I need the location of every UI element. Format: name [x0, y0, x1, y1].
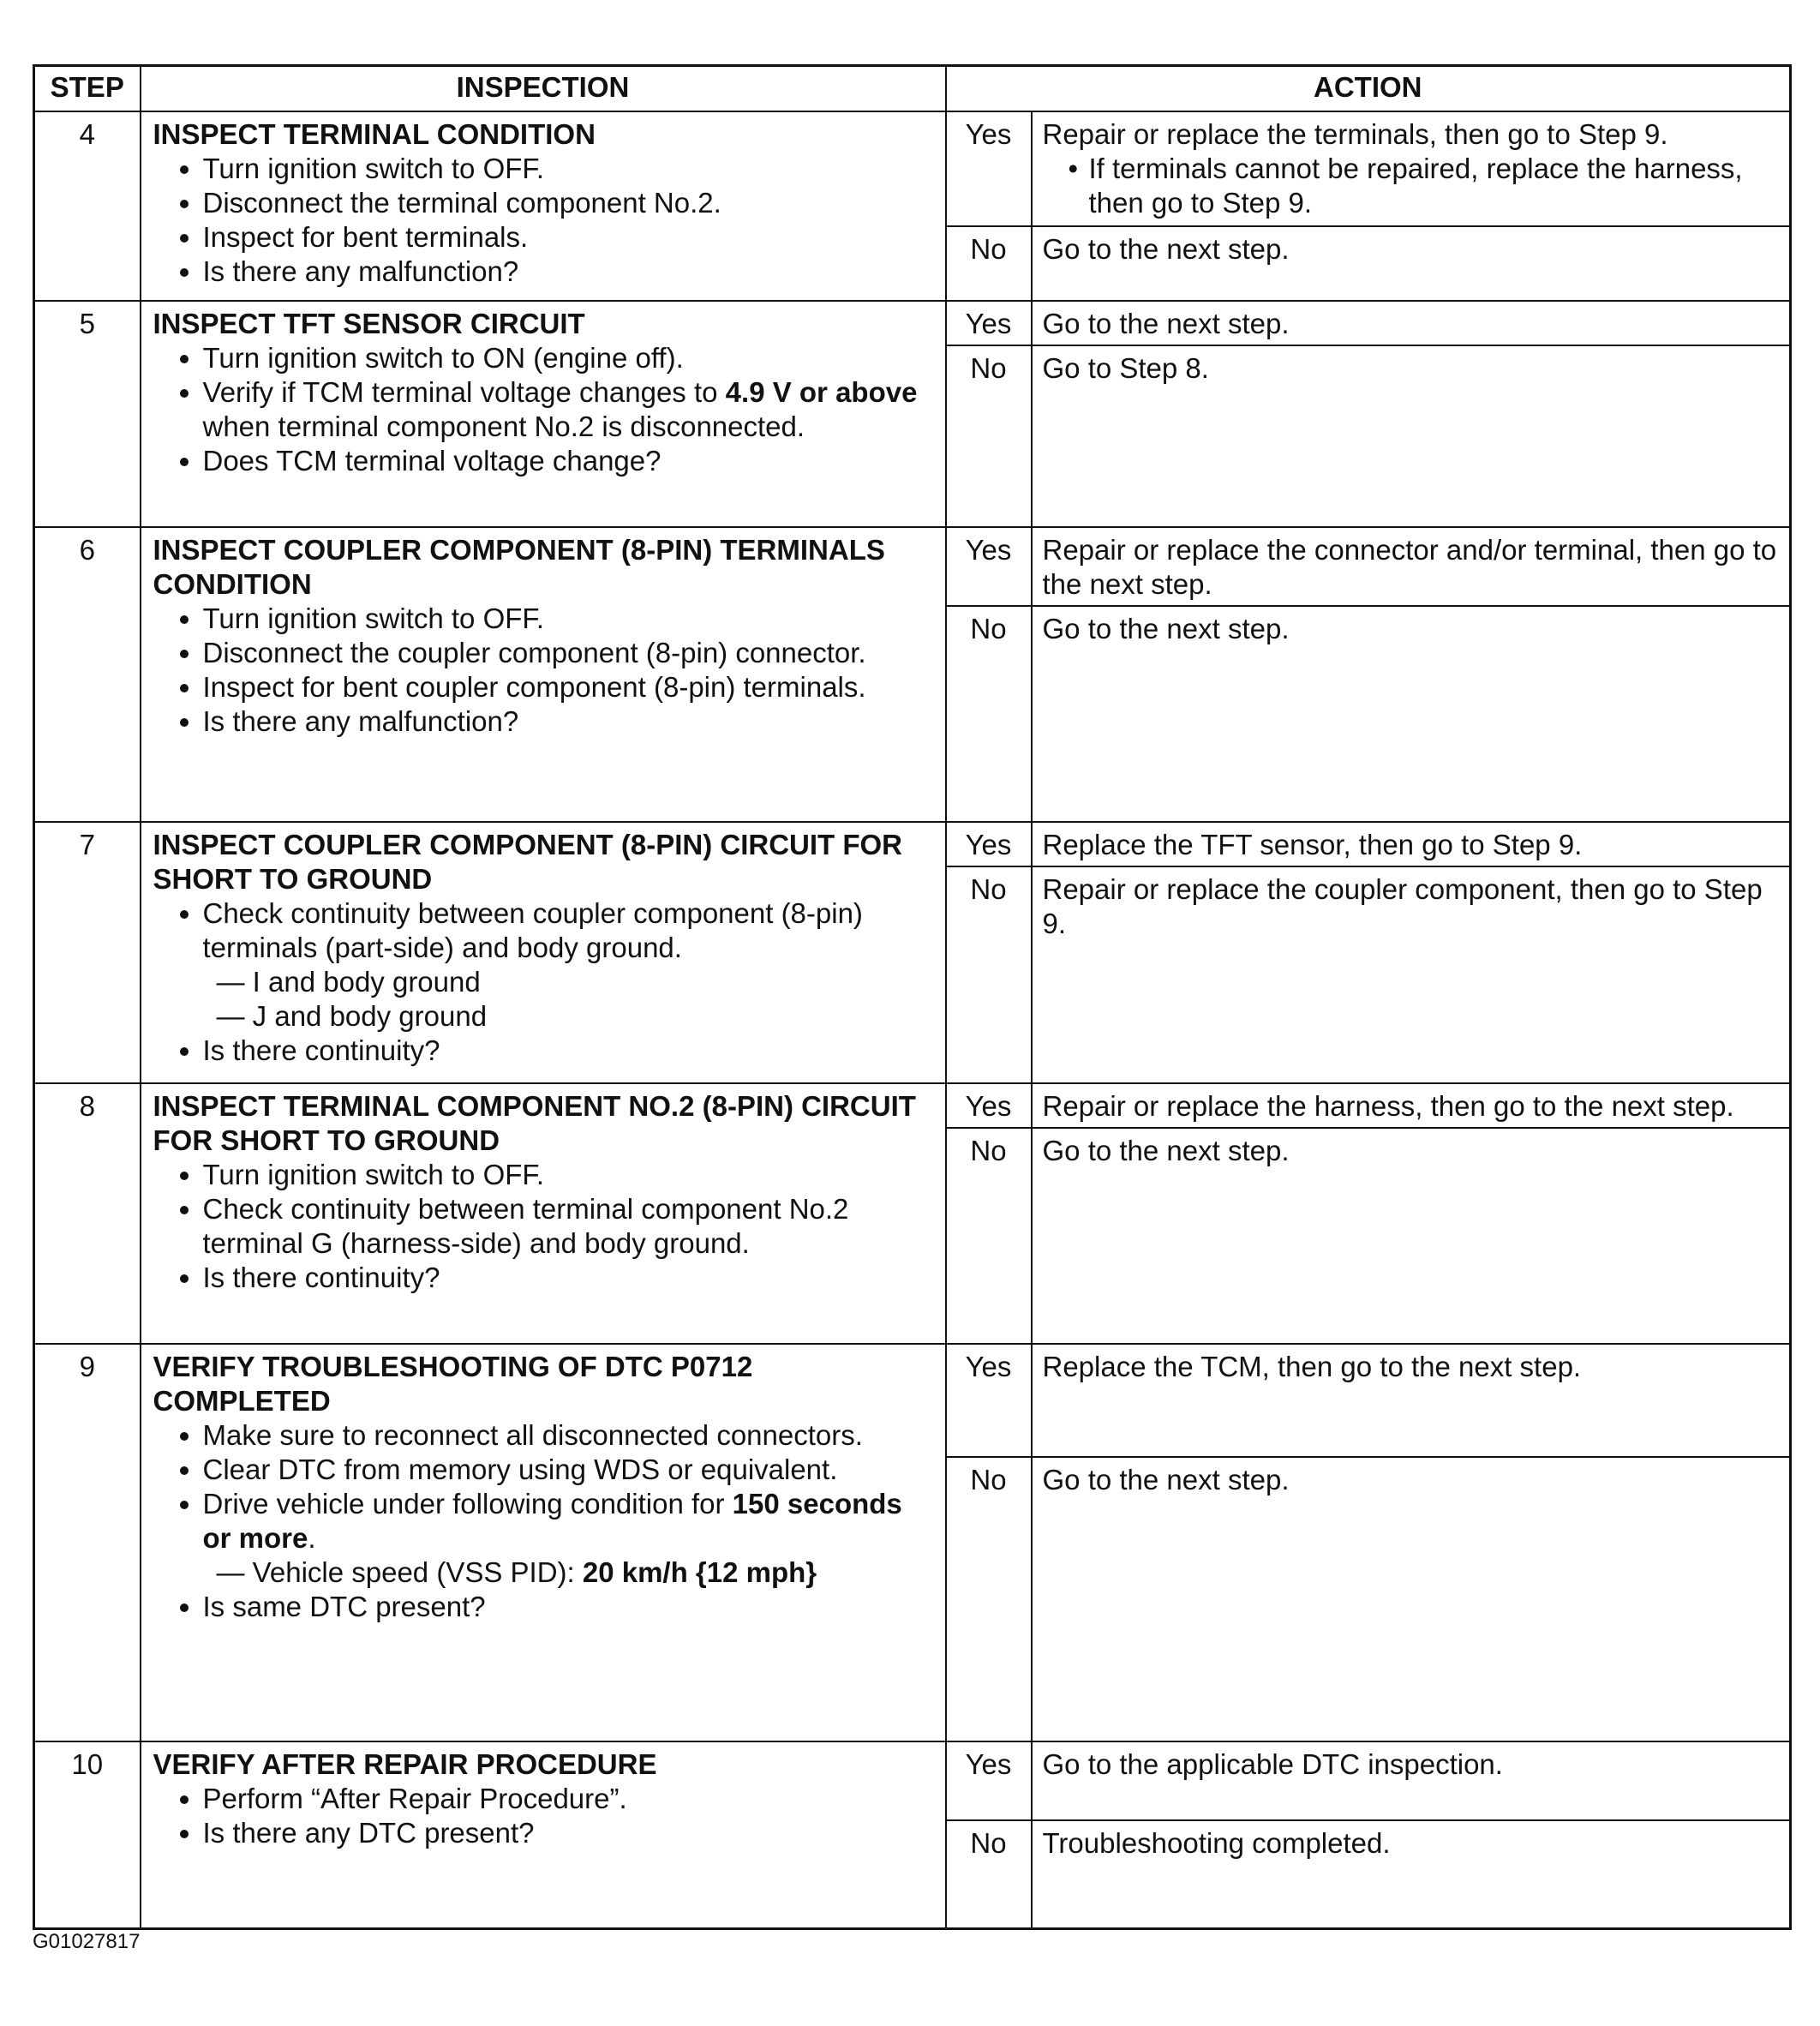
sub-item: — I and body ground — [216, 966, 481, 998]
step-number: 8 — [34, 1083, 141, 1344]
yes-label: Yes — [947, 823, 1033, 866]
inspection-cell — [141, 301, 946, 527]
yes-answer — [947, 1742, 1790, 1821]
yes-label: Yes — [947, 112, 1033, 225]
list-item: • Make sure to reconnect all disconnected connectors. — [203, 1418, 937, 1453]
no-label: No — [947, 346, 1033, 526]
yes-label: Yes — [947, 302, 1033, 345]
sub-item: — Vehicle speed (VSS PID): 20 km/h {12 mph} — [216, 1556, 817, 1588]
no-label: No — [947, 1458, 1033, 1741]
list-item: • Disconnect the terminal component No.2. — [203, 186, 937, 220]
inspection-title: INSPECT COUPLER COMPONENT (8-PIN) CIRCUIT FOR SHORT TO GROUND — [153, 829, 903, 895]
no-action: Go to the next step. — [1042, 613, 1290, 644]
figure-id: G01027817 — [33, 1930, 141, 1953]
step-number: 6 — [34, 527, 141, 822]
list-item: • Is there any DTC present? — [203, 1816, 937, 1850]
list-item: • Turn ignition switch to OFF. — [203, 1158, 937, 1192]
list-item: • Turn ignition switch to OFF. — [203, 152, 937, 186]
list-item: • Clear DTC from memory using WDS or equivalent. — [203, 1453, 937, 1487]
step-number: 9 — [34, 1344, 141, 1741]
inspection-list — [153, 152, 937, 289]
inspection-list — [153, 341, 937, 478]
inspection-list — [153, 602, 937, 739]
yes-action-note: If terminals cannot be repaired, replace the harness, then go to Step 9. — [1088, 153, 1743, 219]
no-answer — [947, 607, 1790, 821]
action-cell — [946, 1344, 1791, 1741]
no-answer — [947, 1458, 1790, 1741]
list-item: • Inspect for bent terminals. — [203, 220, 937, 255]
sub-item: — J and body ground — [216, 1000, 488, 1032]
inspection-title: INSPECT TERMINAL CONDITION — [153, 118, 596, 150]
no-action: Go to the next step. — [1042, 1135, 1290, 1166]
list-item: • Is same DTC present? — [203, 1590, 937, 1624]
action-column-header: ACTION — [946, 66, 1791, 112]
yes-label: Yes — [947, 528, 1033, 605]
no-label: No — [947, 867, 1033, 1082]
inspection-list — [153, 896, 937, 1068]
inspection-list — [153, 1418, 937, 1624]
inspection-title: INSPECT TFT SENSOR CIRCUIT — [153, 308, 585, 339]
bullet-icon: • — [1068, 153, 1079, 184]
table-header-row — [34, 66, 1791, 112]
table-row — [34, 1741, 1791, 1929]
yes-action: Repair or replace the connector and/or terminal, then go to the next step. — [1042, 534, 1777, 600]
no-action: Go to the next step. — [1042, 1464, 1290, 1496]
list-item: • Check continuity between terminal component No.2 terminal G (harness-side) and body ground. — [203, 1192, 937, 1261]
no-action: Go to Step 8. — [1042, 352, 1209, 384]
inspection-cell — [141, 1741, 946, 1929]
table-row — [34, 301, 1791, 527]
no-label: No — [947, 1821, 1033, 1927]
yes-action: Go to the next step. — [1042, 308, 1290, 339]
diagnostic-table — [33, 64, 1792, 1930]
action-cell — [946, 301, 1791, 527]
list-item: • Turn ignition switch to ON (engine off). — [203, 341, 937, 375]
inspection-cell — [141, 1083, 946, 1344]
no-answer — [947, 1821, 1790, 1927]
inspection-list — [153, 1158, 937, 1295]
table-row — [34, 822, 1791, 1083]
table-row — [34, 111, 1791, 301]
no-label: No — [947, 1129, 1033, 1343]
no-answer — [947, 346, 1790, 526]
yes-answer — [947, 823, 1790, 867]
yes-answer — [947, 302, 1790, 346]
list-item: • Is there continuity? — [203, 1034, 937, 1068]
table-row — [34, 1344, 1791, 1741]
list-item: • Disconnect the coupler component (8-pin) connector. — [203, 636, 937, 670]
inspection-title: VERIFY AFTER REPAIR PROCEDURE — [153, 1748, 657, 1780]
no-label: No — [947, 227, 1033, 300]
list-item: • Is there continuity? — [203, 1261, 937, 1295]
yes-answer — [947, 1345, 1790, 1458]
list-item: • Check continuity between coupler component (8-pin) terminals (part-side) and body ground. — I and body ground — J and body ground — [203, 896, 937, 1034]
yes-answer — [947, 528, 1790, 607]
inspection-cell — [141, 527, 946, 822]
inspection-list — [153, 1782, 937, 1850]
list-item: • Drive vehicle under following condition for 150 seconds or more. — Vehicle speed (VSS PID): 20 km/h {12 mph} — [203, 1487, 937, 1590]
inspection-title: VERIFY TROUBLESHOOTING OF DTC P0712 COMPLETED — [153, 1351, 753, 1417]
yes-action: Repair or replace the terminals, then go to Step 9. — [1042, 118, 1668, 150]
list-item: • Is there any malfunction? — [203, 704, 937, 739]
no-action: Troubleshooting completed. — [1042, 1827, 1391, 1859]
no-label: No — [947, 607, 1033, 821]
list-item: • Turn ignition switch to OFF. — [203, 602, 937, 636]
step-column-header: STEP — [34, 66, 141, 112]
inspection-cell — [141, 111, 946, 301]
action-cell — [946, 111, 1791, 301]
no-action: Go to the next step. — [1042, 233, 1290, 265]
list-item: • Is there any malfunction? — [203, 255, 937, 289]
action-cell — [946, 1083, 1791, 1344]
yes-answer — [947, 112, 1790, 227]
yes-action: Replace the TFT sensor, then go to Step 9. — [1042, 829, 1583, 860]
yes-action: Replace the TCM, then go to the next step. — [1042, 1351, 1582, 1382]
table-row — [34, 1083, 1791, 1344]
step-number: 5 — [34, 301, 141, 527]
inspection-cell — [141, 1344, 946, 1741]
no-answer — [947, 867, 1790, 1082]
inspection-column-header: INSPECTION — [141, 66, 946, 112]
yes-label: Yes — [947, 1345, 1033, 1456]
inspection-title: INSPECT COUPLER COMPONENT (8-PIN) TERMINALS CONDITION — [153, 534, 885, 600]
inspection-cell — [141, 822, 946, 1083]
no-action: Repair or replace the coupler component, then go to Step 9. — [1042, 873, 1763, 939]
list-item: • Inspect for bent coupler component (8-pin) terminals. — [203, 670, 937, 704]
action-cell — [946, 1741, 1791, 1929]
list-item: • Does TCM terminal voltage change? — [203, 444, 937, 478]
yes-action: Go to the applicable DTC inspection. — [1042, 1748, 1503, 1780]
yes-action: Repair or replace the harness, then go to the next step. — [1042, 1090, 1734, 1122]
step-number: 7 — [34, 822, 141, 1083]
step-number: 10 — [34, 1741, 141, 1929]
no-answer — [947, 1129, 1790, 1343]
table-row — [34, 527, 1791, 822]
yes-label: Yes — [947, 1742, 1033, 1819]
action-cell — [946, 527, 1791, 822]
action-cell — [946, 822, 1791, 1083]
yes-label: Yes — [947, 1084, 1033, 1127]
inspection-title: INSPECT TERMINAL COMPONENT NO.2 (8-PIN) CIRCUIT FOR SHORT TO GROUND — [153, 1090, 916, 1156]
list-item: • Perform “After Repair Procedure”. — [203, 1782, 937, 1816]
no-answer — [947, 227, 1790, 300]
step-number: 4 — [34, 111, 141, 301]
yes-answer — [947, 1084, 1790, 1129]
list-item: • Verify if TCM terminal voltage changes to 4.9 V or above when terminal component No.2 is disconnected. — [203, 375, 937, 444]
